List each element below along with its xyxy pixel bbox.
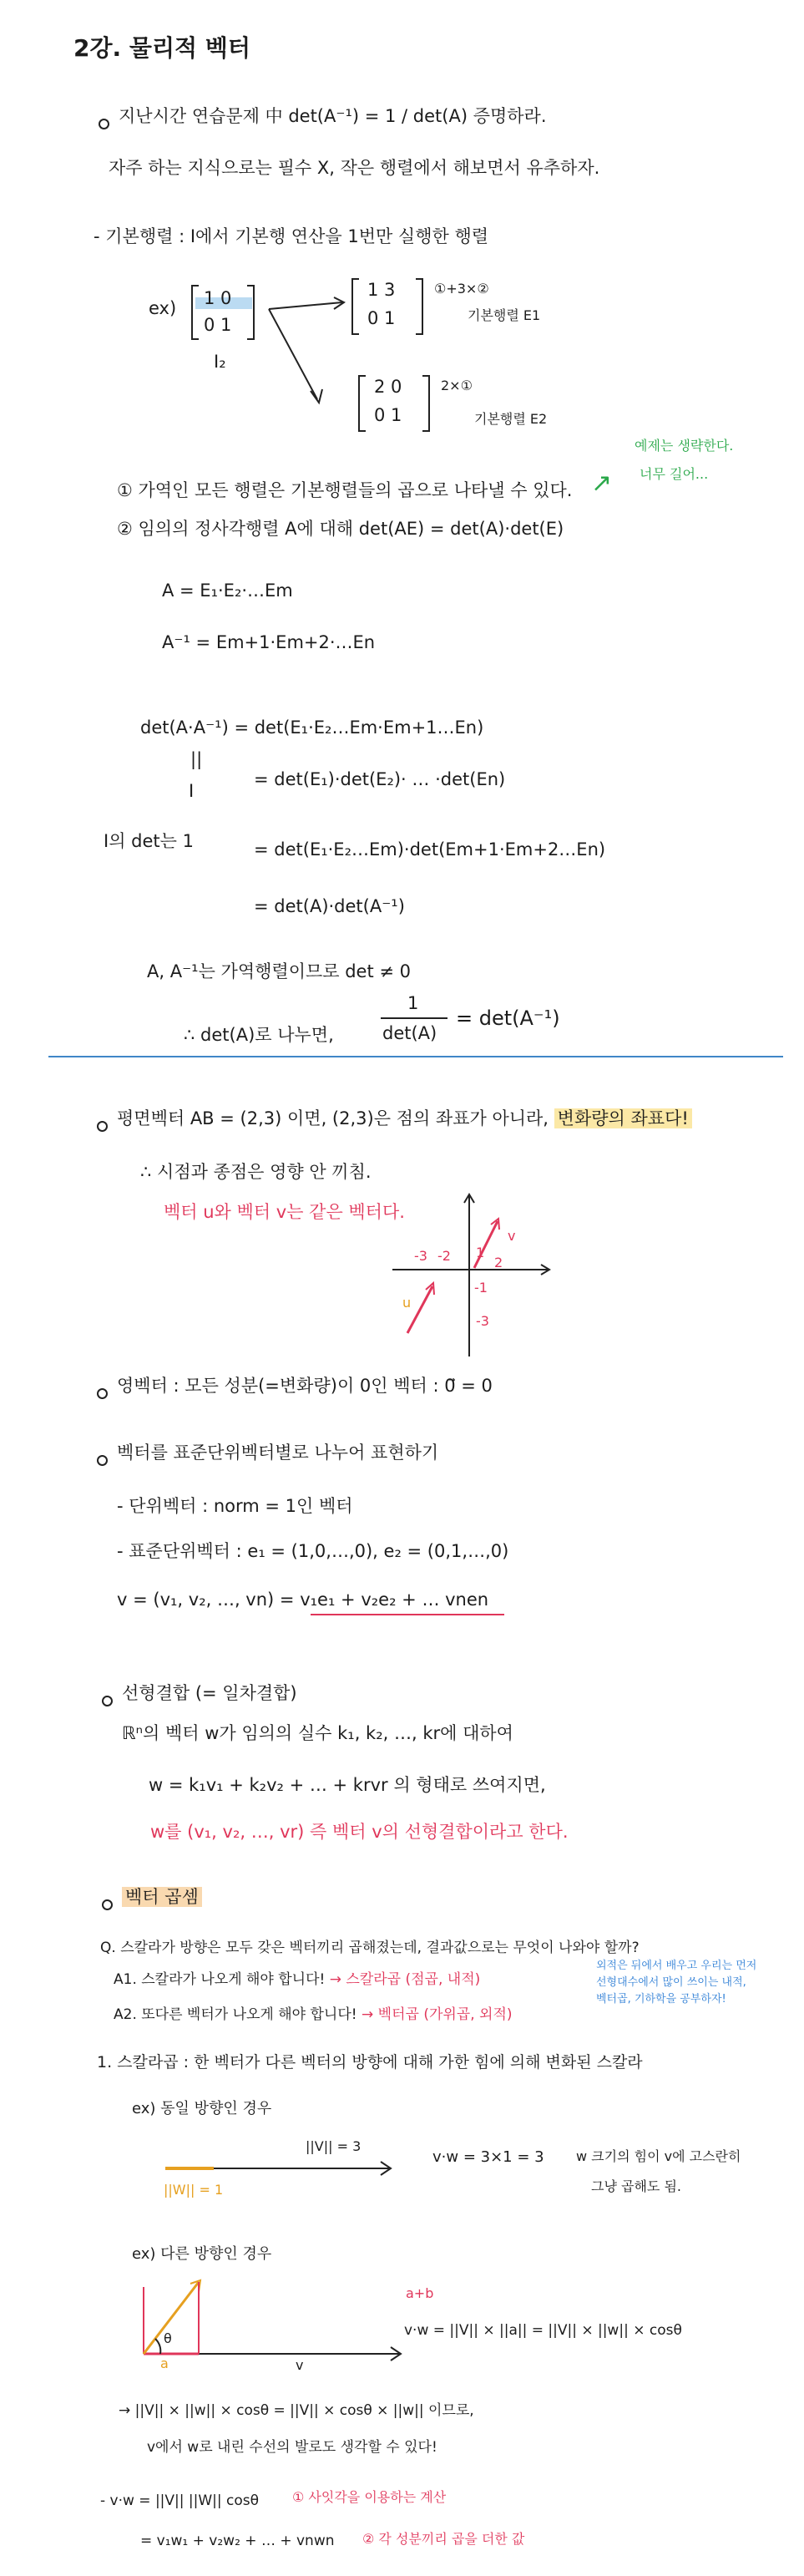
conclusion-right: = det(A⁻¹) [456, 1007, 560, 1030]
v-expression: v = (v₁, v₂, …, vn) = v₁e₁ + v₂e₂ + … vnen [117, 1590, 489, 1610]
conclusion-numerator: 1 [407, 993, 419, 1013]
question-text: Q. 스칼라가 방향은 모두 갖은 벡터끼리 곱해졌는데, 결과값으로는 무엇이 나와야 할까? [100, 1940, 640, 1956]
bullet [97, 1121, 108, 1132]
blue-note-line-3: 벡터곱, 기하학을 공부하자! [596, 1993, 726, 2006]
vw-different-calc: v·w = ||V|| × ||a|| = ||V|| × ||w|| × cosθ [404, 2322, 682, 2339]
axis-label-neg3: -3 [414, 1248, 427, 1264]
bullet [97, 1455, 108, 1466]
scalar-product-definition: 1. 스칼라곱 : 한 벡터가 다른 벡터의 방향에 대해 가한 힘에 의해 변화된 스칼라 [97, 2053, 643, 2071]
proof-identity: I [189, 781, 195, 801]
fact-2: ② 임의의 정사각행렬 A에 대해 det(AE) = det(A)·det(E) [117, 519, 564, 539]
answer-1-text: A1. 스칼라가 나오게 해야 합니다! [114, 1971, 326, 1988]
e1-operation: ①+3×② [434, 281, 489, 297]
axis-label-1: 1 [476, 1245, 485, 1260]
proof-line-4: = det(A)·det(A⁻¹) [254, 896, 405, 916]
bullet [97, 1388, 108, 1399]
bullet [102, 1899, 113, 1910]
label-v: v [296, 2357, 304, 2373]
vector-u-label: u [402, 1295, 412, 1311]
proof-line-2: = det(E₁)·det(E₂)· … ·det(En) [254, 769, 506, 789]
e1-row-1: 1 3 [367, 280, 396, 300]
different-direction-vectors [140, 2270, 416, 2371]
linear-combination-line-1: ℝⁿ의 벡터 w가 임의의 실수 k₁, k₂, …, kr에 대하여 [122, 1723, 513, 1743]
conclusion-left: ∴ det(A)로 나누면, [184, 1025, 334, 1045]
position-vector-text [117, 1108, 692, 1129]
invertible-note: A, A⁻¹는 가역행렬이므로 det ≠ 0 [147, 961, 412, 981]
identity-row-2: 0 1 [204, 315, 232, 335]
axis-label-2: 2 [494, 1255, 503, 1270]
standard-unit-vector-definition: - 표준단위벡터 : e₁ = (1,0,…,0), e₂ = (0,1,…,0) [117, 1541, 509, 1561]
vector-product-title [122, 1886, 202, 1908]
same-direction-label: ex) 동일 방향인 경우 [132, 2100, 272, 2117]
identity-row-1: 1 0 [204, 288, 232, 308]
vector-product-title-text: 벡터 곱셈 [122, 1887, 202, 1907]
unit-vector-definition: - 단위벡터 : norm = 1인 벡터 [117, 1496, 353, 1516]
cos-line-2: v에서 w로 내린 수선의 발로도 생각할 수 있다! [147, 2439, 437, 2456]
linear-combination-line-2: w = k₁v₁ + k₂v₂ + … + krvr 의 형태로 쓰여지면, [149, 1775, 546, 1795]
cos-line-1: → ||V|| × ||w|| × cosθ = ||V|| × cosθ × ||w|| 이므로, [119, 2402, 474, 2419]
e2-operation: 2×① [441, 378, 473, 393]
e1-name: 기본행렬 E1 [468, 307, 541, 323]
linear-combination-line-3: w를 (v₁, v₂, …, vr) 즉 벡터 v의 선형결합이라고 한다. [150, 1822, 569, 1842]
blue-note-line-1: 외적은 뒤에서 배우고 우리는 먼저 [596, 1960, 757, 1972]
vw-note-line-1: w 크기의 힘이 v에 고스란히 [576, 2148, 741, 2164]
elementary-matrix-definition: - 기본행렬 : I에서 기본행 연산을 1번만 실행한 행렬 [94, 226, 489, 246]
norm-v-label: ||V|| = 3 [306, 2138, 362, 2154]
answer-2-text: A2. 또다른 벡터가 나오게 해야 합니다! [114, 2006, 357, 2023]
identity-name: I₂ [214, 352, 226, 372]
page-title: 2강. 물리적 벡터 [73, 34, 250, 62]
a-inverse-expression: A⁻¹ = Em+1·Em+2·…En [162, 632, 376, 652]
e2-row-2: 0 1 [374, 405, 402, 425]
label-theta: θ [164, 2330, 172, 2346]
example-label: ex) [149, 298, 177, 318]
proof-eq-mark: || [190, 749, 203, 769]
decomposition-title: 벡터를 표준단위벡터별로 나누어 표현하기 [117, 1443, 439, 1463]
position-vector-highlight: 변화량의 좌표다! [554, 1108, 692, 1128]
conclusion-denominator: det(A) [382, 1023, 437, 1043]
answer-1-red: → 스칼라곱 (점곱, 내적) [329, 1971, 481, 1988]
axis-label-neg1: -1 [474, 1280, 488, 1296]
blue-note-line-2: 선형대수에서 많이 쓰이는 내적, [596, 1976, 746, 1989]
position-vector-sub: ∴ 시점과 종점은 영향 안 끼침. [140, 1162, 372, 1182]
identity-det-note: I의 det는 1 [104, 831, 194, 851]
fact-1: ① 가역인 모든 행렬은 기본행렬들의 곱으로 나타낼 수 있다. [117, 480, 573, 500]
vector-v-label: v [508, 1228, 516, 1244]
different-direction-label: ex) 다른 방향인 경우 [132, 2245, 272, 2263]
axis-label-neg3-y: -3 [476, 1313, 489, 1329]
position-vector-red-note: 벡터 u와 벡터 v는 같은 벡터다. [164, 1202, 405, 1222]
a-expression: A = E₁·E₂·…Em [162, 581, 293, 601]
same-direction-vectors [164, 2158, 414, 2183]
answer-2 [114, 2006, 513, 2024]
norm-w-label: ||W|| = 1 [164, 2182, 224, 2198]
position-vector-main: 평면벡터 AB = (2,3) 이면, (2,3)은 점의 좌표가 아니라, [117, 1108, 549, 1128]
final-line-2-note: ② 각 성분끼리 곱을 더한 값 [362, 2531, 525, 2547]
v-expression-underline [311, 1614, 504, 1615]
answer-2-red: → 벡터곱 (가위곱, 외적) [362, 2006, 513, 2023]
answer-1 [114, 1971, 480, 1989]
vector-plane-graph [392, 1193, 559, 1360]
proof-line-1: det(A·A⁻¹) = det(E₁·E₂…Em·Em+1…En) [140, 718, 484, 738]
vw-calculation: v·w = 3×1 = 3 [432, 2148, 544, 2166]
claim-text: 지난시간 연습문제 中 det(A⁻¹) = 1 / det(A) 증명하라. [119, 106, 547, 126]
vw-note-line-2: 그냥 곱해도 됨. [591, 2178, 681, 2194]
side-note-line-1: 예제는 생략한다. [635, 438, 734, 454]
final-line-1: - v·w = ||V|| ||W|| cosθ [100, 2492, 260, 2509]
e2-row-1: 2 0 [374, 377, 402, 397]
fact-1-arrow: ↗ [591, 469, 613, 498]
e1-row-2: 0 1 [367, 308, 396, 328]
hint-text: 자주 하는 지식으로는 필수 X, 작은 행렬에서 해보면서 유추하자. [109, 158, 600, 178]
e2-name: 기본행렬 E2 [474, 411, 548, 427]
axis-label-neg2: -2 [437, 1248, 451, 1264]
label-a-plus-b: a+b [406, 2285, 434, 2301]
final-line-2: = v₁w₁ + v₂w₂ + … + vnwn [140, 2533, 335, 2549]
label-a: a [160, 2355, 169, 2371]
bullet [102, 1696, 113, 1706]
side-note-line-2: 너무 길어... [640, 466, 709, 482]
proof-line-3: = det(E₁·E₂…Em)·det(Em+1·Em+2…En) [254, 839, 606, 860]
bullet [99, 119, 109, 129]
linear-combination-title: 선형결합 (= 일차결합) [122, 1683, 297, 1703]
zero-vector-text: 영벡터 : 모든 성분(=변화량)이 0인 벡터 : 0⃗ = 0 [117, 1376, 493, 1396]
section-divider [48, 1056, 783, 1057]
final-line-1-note: ① 사잇각을 이용하는 계산 [292, 2489, 447, 2505]
conclusion-fraction-bar [381, 1017, 448, 1019]
